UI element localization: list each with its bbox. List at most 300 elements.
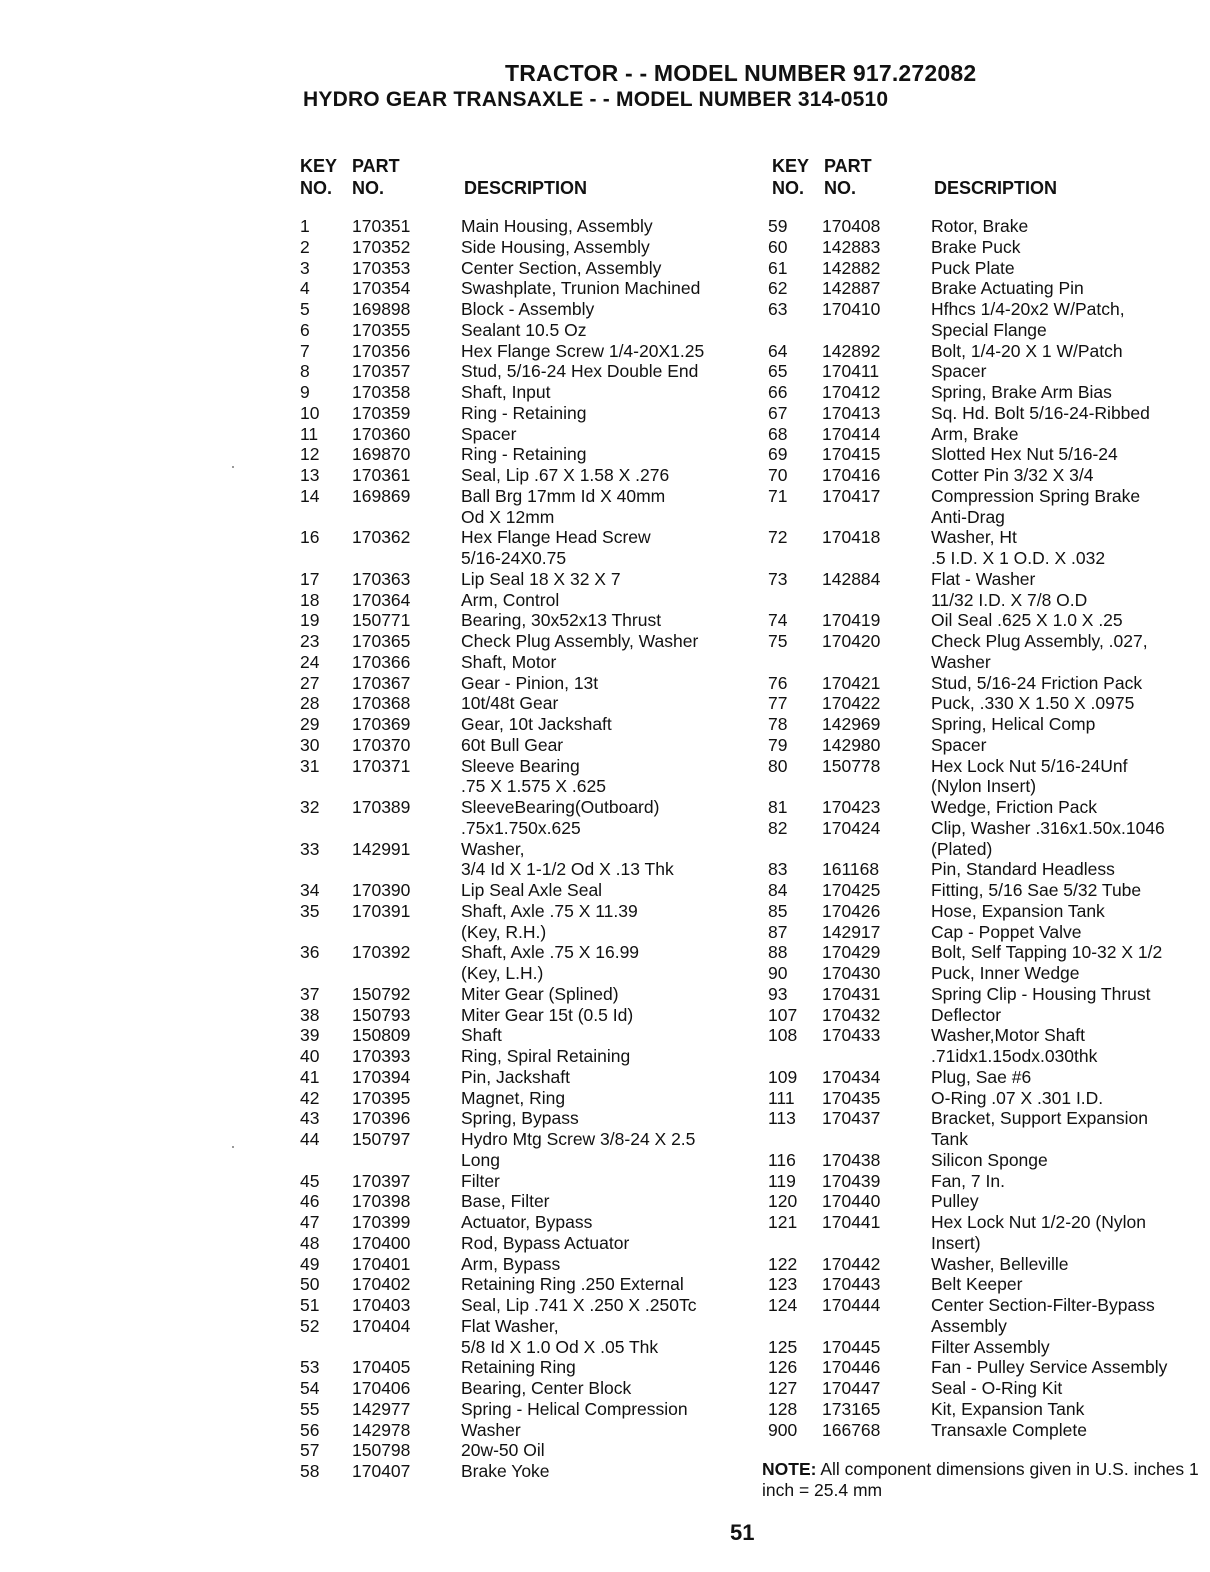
parts-row (0, 984, 1210, 1005)
part-description: Gear - Pinion, 13t (461, 672, 599, 693)
part-description: Hose, Expansion Tank (931, 900, 1105, 921)
parts-row (0, 673, 1210, 694)
parts-row (0, 569, 1210, 611)
part-description: Shaft, Motor (461, 651, 557, 672)
part-description: Check Plug Assembly, Washer (461, 631, 699, 651)
part-number: 170402 (352, 1274, 411, 1295)
part-number: 170424 (822, 817, 881, 838)
part-description: Washer (461, 1419, 521, 1440)
part-description: Deflector (931, 1004, 1002, 1025)
key-number: 125 (768, 1336, 798, 1357)
key-number: 42 (300, 1087, 320, 1108)
key-header-line1: KEY (772, 156, 810, 176)
parts-row (0, 1067, 1210, 1088)
part-number: 170423 (822, 797, 881, 817)
right-description-header: DESCRIPTION (934, 178, 1058, 198)
part-number: 170420 (822, 631, 881, 651)
page-number: 51 (730, 1520, 755, 1545)
part-number: 150798 (352, 1440, 411, 1461)
part-description: Spacer (461, 423, 517, 444)
key-number: 77 (768, 693, 788, 714)
part-description: Wedge, Friction Pack (931, 797, 1097, 817)
part-number: 170432 (822, 1004, 881, 1025)
part-number: 166768 (822, 1419, 881, 1440)
key-number: 113 (768, 1108, 796, 1129)
part-number: 170406 (352, 1378, 411, 1398)
part-description: Hex Flange Screw 1/4-20X1.25 (461, 340, 705, 361)
part-number: 170359 (352, 402, 411, 423)
key-number: 80 (768, 755, 788, 776)
part-description: Hex Flange Head Screw 5/16-24X0.75 (461, 527, 651, 568)
part-description: Actuator, Bypass (461, 1212, 593, 1232)
part-description: Filter (461, 1170, 500, 1191)
key-number: 34 (300, 880, 320, 900)
key-number: 57 (300, 1440, 320, 1461)
part-description: Lip Seal Axle Seal (461, 880, 603, 900)
part-number: 170443 (822, 1274, 881, 1295)
key-number: 60 (768, 236, 788, 257)
page-subtitle: HYDRO GEAR TRANSAXLE - - MODEL NUMBER 314-0510 (303, 88, 889, 111)
part-header-line2: NO. (824, 178, 857, 198)
part-number: 170408 (822, 216, 881, 236)
part-description: Washer, 3/4 Id X 1-1/2 Od X .13 Thk (461, 838, 674, 880)
part-description: Sealant 10.5 Oz (461, 319, 587, 340)
part-description: Seal, Lip .741 X .250 X .250Tc (461, 1295, 697, 1315)
part-description: Filter Assembly (931, 1336, 1050, 1357)
parts-row (0, 1171, 1210, 1192)
part-description: Center Section, Assembly (461, 257, 662, 278)
key-number: 35 (300, 900, 320, 921)
parts-row (0, 424, 1210, 445)
key-number: 54 (300, 1378, 320, 1398)
key-number: 47 (300, 1212, 320, 1232)
part-description: Puck Plate (931, 257, 1015, 278)
part-number: 170440 (822, 1191, 881, 1212)
parts-row (0, 818, 1210, 860)
key-number: 65 (768, 361, 788, 382)
part-number: 170398 (352, 1191, 411, 1212)
part-description: Flat - Washer 11/32 I.D. X 7/8 O.D (931, 568, 1088, 610)
part-number: 150793 (352, 1004, 411, 1025)
part-number: 170435 (822, 1087, 881, 1108)
part-number: 170361 (352, 465, 411, 485)
key-number: 44 (300, 1129, 320, 1149)
key-number: 23 (300, 631, 320, 651)
part-number: 170389 (352, 797, 411, 817)
part-number: 170351 (352, 216, 411, 236)
part-number: 170399 (352, 1212, 411, 1232)
key-number: 56 (300, 1419, 320, 1440)
part-number: 170414 (822, 423, 881, 444)
key-number: 122 (768, 1253, 798, 1274)
part-number: 169898 (352, 299, 411, 319)
key-number: 63 (768, 299, 788, 319)
key-number: 6 (300, 319, 310, 340)
left-key-header (300, 155, 337, 199)
parts-row (0, 258, 1210, 279)
parts-row (0, 486, 1210, 528)
part-description: Hydro Mtg Screw 3/8-24 X 2.5 Long (461, 1129, 696, 1170)
key-number: 1 (300, 216, 310, 236)
part-number: 170393 (352, 1046, 411, 1066)
parts-row (0, 299, 1210, 341)
key-number: 73 (768, 568, 788, 589)
parts-row (0, 610, 1210, 631)
key-number: 18 (300, 589, 320, 610)
note-label: NOTE: (762, 1459, 817, 1479)
parts-row (0, 1274, 1210, 1295)
part-header-line1: PART (824, 156, 872, 176)
key-number: 124 (768, 1295, 798, 1315)
key-number: 41 (300, 1066, 320, 1087)
part-description: Oil Seal .625 X 1.0 X .25 (931, 610, 1123, 631)
part-number: 170425 (822, 880, 881, 900)
part-description: Stud, 5/16-24 Hex Double End (461, 361, 699, 382)
part-description: Spring - Helical Compression (461, 1398, 688, 1419)
part-number: 170392 (352, 942, 411, 963)
part-number: 170405 (352, 1357, 411, 1378)
part-number: 170365 (352, 631, 411, 651)
part-description: Brake Yoke (461, 1461, 550, 1481)
part-description: Flat Washer, 5/8 Id X 1.0 Od X .05 Thk (461, 1315, 659, 1357)
parts-row (0, 361, 1210, 382)
part-description: Clip, Washer .316x1.50x.1046 (Plated) (931, 817, 1165, 859)
left-description-header: DESCRIPTION (464, 178, 588, 198)
part-description: Sleeve Bearing .75 X 1.575 X .625 (461, 755, 606, 797)
key-number: 88 (768, 942, 788, 963)
key-number: 126 (768, 1357, 798, 1378)
part-number: 142991 (352, 838, 411, 859)
key-number: 7 (300, 340, 310, 361)
part-number: 170407 (352, 1461, 411, 1481)
parts-row (0, 341, 1210, 362)
key-number: 58 (300, 1461, 320, 1481)
parts-row (0, 1399, 1210, 1420)
part-description: Transaxle Complete (931, 1419, 1087, 1440)
key-number: 14 (300, 485, 320, 506)
part-description: Cap - Poppet Valve (931, 921, 1082, 942)
right-parts-list (0, 216, 1210, 1440)
key-number: 27 (300, 672, 320, 693)
key-number: 2 (300, 236, 310, 257)
part-description: Base, Filter (461, 1191, 550, 1212)
key-number: 111 (768, 1087, 795, 1108)
part-description: Spring, Bypass (461, 1108, 579, 1129)
part-description: Compression Spring Brake Anti-Drag (931, 485, 1141, 527)
parts-row (0, 1420, 1210, 1441)
part-description: Ring, Spiral Retaining (461, 1046, 631, 1066)
part-description: Center Section-Filter-Bypass Assembly (931, 1295, 1155, 1336)
part-number: 142978 (352, 1419, 411, 1440)
parts-row (0, 1005, 1210, 1026)
key-number: 83 (768, 859, 788, 880)
key-header-line1: KEY (300, 156, 338, 176)
key-number: 72 (768, 527, 788, 548)
part-number: 169869 (352, 485, 411, 506)
part-number: 170355 (352, 319, 411, 340)
key-number: 128 (768, 1398, 798, 1419)
dimension-note (762, 1459, 1202, 1501)
part-number: 170426 (822, 900, 881, 921)
key-number: 16 (300, 527, 320, 548)
key-number: 4 (300, 278, 310, 299)
key-number: 55 (300, 1398, 320, 1419)
key-number: 28 (300, 693, 320, 714)
parts-row (0, 797, 1210, 818)
part-header-line1: PART (352, 156, 400, 176)
key-number: 11 (300, 423, 319, 444)
part-description: Main Housing, Assembly (461, 216, 653, 236)
part-number: 170367 (352, 672, 411, 693)
part-description: Spring, Brake Arm Bias (931, 382, 1112, 402)
parts-row (0, 237, 1210, 258)
parts-row (0, 714, 1210, 735)
parts-row (0, 756, 1210, 798)
part-number: 170362 (352, 527, 411, 548)
part-number: 170444 (822, 1295, 881, 1315)
key-number: 53 (300, 1357, 320, 1378)
part-description: O-Ring .07 X .301 I.D. (931, 1087, 1104, 1108)
part-description: Fan, 7 In. (931, 1170, 1005, 1191)
part-description: Bolt, Self Tapping 10-32 X 1/2 (931, 942, 1163, 963)
key-number: 900 (768, 1419, 798, 1440)
key-number: 82 (768, 817, 788, 838)
key-number: 59 (768, 216, 788, 236)
part-description: Ring - Retaining (461, 402, 587, 423)
key-number: 52 (300, 1315, 320, 1336)
part-number: 170430 (822, 963, 881, 983)
part-number: 170415 (822, 444, 881, 465)
key-number: 9 (300, 382, 310, 402)
key-number: 108 (768, 1025, 798, 1046)
key-number: 37 (300, 983, 320, 1004)
part-description: Lip Seal 18 X 32 X 7 (461, 568, 621, 589)
part-number: 170371 (352, 755, 411, 776)
key-number: 78 (768, 714, 788, 734)
part-description: Bracket, Support Expansion Tank (931, 1108, 1148, 1149)
part-number: 170403 (352, 1295, 411, 1315)
key-number: 74 (768, 610, 788, 631)
key-number: 75 (768, 631, 788, 651)
parts-row (0, 1461, 760, 1482)
part-description: Gear, 10t Jackshaft (461, 714, 612, 734)
key-number: 90 (768, 963, 788, 983)
parts-row (0, 735, 1210, 756)
key-number: 120 (768, 1191, 798, 1212)
part-number: 170411 (822, 361, 880, 382)
part-number: 170445 (822, 1336, 881, 1357)
part-number: 170396 (352, 1108, 411, 1129)
part-description: Arm, Bypass (461, 1253, 561, 1274)
part-number: 170438 (822, 1149, 881, 1170)
part-description: 20w-50 Oil (461, 1440, 545, 1461)
key-number: 33 (300, 838, 320, 859)
part-number: 150771 (352, 610, 411, 631)
part-description: Spacer (931, 734, 987, 755)
part-number: 170366 (352, 651, 411, 672)
key-number: 3 (300, 257, 310, 278)
part-number: 142883 (822, 236, 881, 257)
part-description: 10t/48t Gear (461, 693, 559, 714)
parts-row (0, 278, 1210, 299)
key-number: 50 (300, 1274, 320, 1295)
part-number: 170419 (822, 610, 881, 631)
part-number: 170353 (352, 257, 411, 278)
parts-row (0, 693, 1210, 714)
parts-row (0, 527, 1210, 569)
part-number: 150778 (822, 755, 881, 776)
part-description: Belt Keeper (931, 1274, 1023, 1295)
part-description: Puck, .330 X 1.50 X .0975 (931, 693, 1135, 714)
part-description: Cotter Pin 3/32 X 3/4 (931, 465, 1094, 485)
parts-row (0, 631, 1210, 673)
part-number: 142917 (822, 921, 881, 942)
key-number: 84 (768, 880, 788, 900)
part-number: 170360 (352, 423, 411, 444)
part-number: 170417 (822, 485, 881, 506)
part-number: 170437 (822, 1108, 881, 1129)
part-number: 170390 (352, 880, 411, 900)
part-description: Washer, Belleville (931, 1253, 1069, 1274)
part-number: 150792 (352, 983, 411, 1004)
part-description: Magnet, Ring (461, 1087, 566, 1108)
key-number: 5 (300, 299, 310, 319)
key-number: 17 (300, 568, 320, 589)
part-number: 142882 (822, 257, 881, 278)
part-number: 170397 (352, 1170, 411, 1191)
scan-speck (232, 1146, 234, 1148)
part-number: 142892 (822, 340, 881, 361)
part-number: 161168 (822, 859, 880, 880)
part-description: Hex Lock Nut 1/2-20 (Nylon Insert) (931, 1212, 1146, 1253)
parts-row (0, 1295, 1210, 1337)
page-title: TRACTOR - - MODEL NUMBER 917.272082 (505, 60, 977, 86)
part-number: 170422 (822, 693, 881, 714)
key-number: 61 (768, 257, 788, 278)
part-number: 170400 (352, 1232, 411, 1253)
parts-row (0, 901, 1210, 922)
part-description: Check Plug Assembly, .027, Washer (931, 631, 1148, 672)
part-number: 170401 (352, 1253, 411, 1274)
key-number: 10 (300, 402, 320, 423)
part-number: 170356 (352, 340, 411, 361)
part-number: 170442 (822, 1253, 881, 1274)
part-description: Rod, Bypass Actuator (461, 1232, 630, 1253)
part-description: Seal - O-Ring Kit (931, 1378, 1063, 1398)
right-part-header (824, 155, 872, 199)
key-number: 48 (300, 1232, 320, 1253)
part-number: 150809 (352, 1025, 411, 1046)
part-description: Spring Clip - Housing Thrust (931, 983, 1151, 1004)
key-number: 39 (300, 1025, 320, 1046)
part-number: 170434 (822, 1066, 881, 1087)
parts-row (0, 1150, 1210, 1171)
parts-row (0, 1254, 1210, 1275)
parts-row (0, 1378, 1210, 1399)
parts-row (0, 1191, 1210, 1212)
key-number: 51 (300, 1295, 320, 1315)
part-number: 170413 (822, 402, 881, 423)
part-number: 170358 (352, 382, 411, 402)
key-number: 79 (768, 734, 788, 755)
part-number: 170370 (352, 734, 411, 755)
part-description: Spring, Helical Comp (931, 714, 1096, 734)
part-description: Puck, Inner Wedge (931, 963, 1080, 983)
key-header-line2: NO. (300, 178, 333, 198)
key-number: 46 (300, 1191, 320, 1212)
part-description: Bolt, 1/4-20 X 1 W/Patch (931, 340, 1123, 361)
part-number: 142980 (822, 734, 881, 755)
part-number: 142969 (822, 714, 881, 734)
part-description: Arm, Brake (931, 423, 1019, 444)
part-description: 60t Bull Gear (461, 734, 564, 755)
part-description: Sq. Hd. Bolt 5/16-24-Ribbed (931, 402, 1150, 423)
parts-row (0, 444, 1210, 465)
part-number: 170404 (352, 1315, 411, 1336)
parts-row (0, 465, 1210, 486)
key-number: 121 (768, 1212, 798, 1232)
key-number: 107 (768, 1004, 798, 1025)
parts-row (0, 1108, 1210, 1150)
parts-row (0, 942, 1210, 963)
parts-row (0, 880, 1210, 901)
part-description: Silicon Sponge (931, 1149, 1048, 1170)
key-number: 12 (300, 444, 320, 465)
key-number: 8 (300, 361, 310, 382)
key-number: 68 (768, 423, 788, 444)
parts-row (0, 1212, 1210, 1254)
part-number: 170368 (352, 693, 411, 714)
parts-row (0, 1337, 1210, 1358)
parts-row (0, 1025, 1210, 1067)
part-number: 170441 (822, 1212, 881, 1232)
part-description: Shaft, Input (461, 382, 551, 402)
parts-row (0, 403, 1210, 424)
part-description: Bearing, Center Block (461, 1378, 632, 1398)
part-description: Washer, Ht .5 I.D. X 1 O.D. X .032 (931, 527, 1106, 568)
key-number: 24 (300, 651, 320, 672)
scan-speck (232, 466, 234, 468)
part-description: SleeveBearing(Outboard) .75x1.750x.625 (461, 797, 660, 838)
part-number: 170395 (352, 1087, 411, 1108)
part-description: Arm, Control (461, 589, 560, 610)
part-description: Slotted Hex Nut 5/16-24 (931, 444, 1118, 465)
part-description: Shaft, Axle .75 X 16.99 (Key, L.H.) (461, 942, 640, 983)
part-description: Stud, 5/16-24 Friction Pack (931, 672, 1143, 693)
key-number: 45 (300, 1170, 320, 1191)
part-number: 170412 (822, 382, 881, 402)
part-description: Swashplate, Trunion Machined (461, 278, 701, 299)
key-number: 40 (300, 1046, 320, 1066)
part-description: Rotor, Brake (931, 216, 1029, 236)
part-description: Washer,Motor Shaft .71idx1.15odx.030thk (931, 1025, 1098, 1066)
part-description: Brake Puck (931, 236, 1021, 257)
part-number: 170394 (352, 1066, 411, 1087)
key-number: 109 (768, 1066, 798, 1087)
part-number: 170433 (822, 1025, 881, 1046)
part-description: Seal, Lip .67 X 1.58 X .276 (461, 465, 670, 485)
part-description: Side Housing, Assembly (461, 236, 650, 257)
key-number: 43 (300, 1108, 320, 1129)
key-number: 116 (768, 1149, 796, 1170)
part-description: Retaining Ring .250 External (461, 1274, 684, 1295)
key-number: 93 (768, 983, 788, 1004)
part-number: 170410 (822, 299, 881, 319)
part-description: Miter Gear 15t (0.5 Id) (461, 1004, 634, 1025)
part-description: Spacer (931, 361, 987, 382)
key-number: 31 (300, 755, 320, 776)
key-number: 85 (768, 900, 788, 921)
